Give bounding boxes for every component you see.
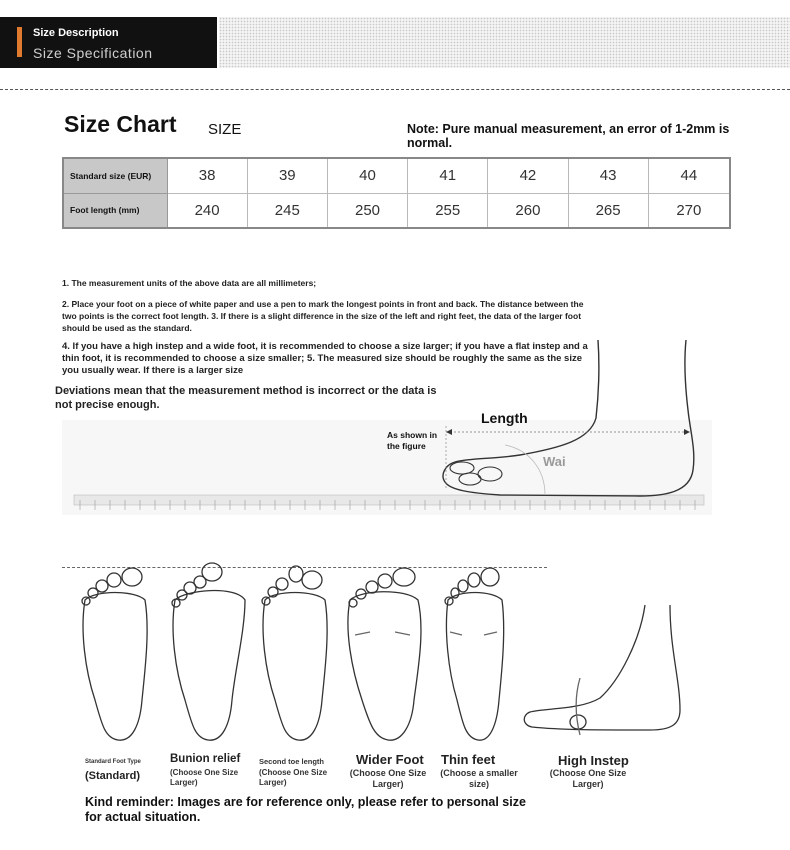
foot-type-sub: (Choose One Size Larger)	[170, 768, 239, 787]
header-title: Size Description	[33, 27, 119, 39]
header-divider	[0, 89, 790, 90]
table-cell: 38	[167, 158, 247, 193]
instruction-3: 4. If you have a high instep and a wide foot, it is recommended to choose a size larger; if you have a flat instep and a thin foot, it is recommended to choose a size smaller; 5. The measured size should be roughly the same as the size you usually wear. If there is a larger size	[62, 341, 588, 376]
foot-type-name: Bunion relief	[170, 753, 241, 765]
row-header-foot-length: Foot length (mm)	[63, 193, 167, 228]
foot-type-sub: (Choose One Size Larger)	[259, 768, 328, 787]
wide-foot-icon	[348, 568, 421, 740]
table-row	[63, 193, 730, 228]
instruction-1: 1. The measurement units of the above data are all millimeters;	[62, 278, 317, 288]
header-accent-bar	[17, 27, 22, 57]
table-cell: 250	[327, 193, 407, 228]
table-cell: 270	[648, 193, 730, 228]
size-table	[62, 157, 731, 229]
kind-reminder: Kind reminder: Images are for reference only, please refer to personal size for actual situation.	[85, 795, 526, 824]
table-cell: 40	[327, 158, 407, 193]
header-subtitle: Size Specification	[33, 45, 153, 61]
foot-type-name: High Instep	[558, 753, 629, 768]
table-row	[63, 158, 730, 193]
foot-type-name: Thin feet	[441, 752, 496, 767]
foot-type-name: Wider Foot	[356, 752, 424, 767]
width-label: Wai	[543, 454, 566, 469]
foot-type-sub: (Standard)	[85, 770, 140, 782]
high-instep-foot-icon	[524, 605, 680, 735]
table-cell: 43	[568, 158, 648, 193]
foot-type-sub: (Choose One Size Larger)	[349, 768, 427, 789]
standard-foot-icon	[82, 568, 147, 740]
thin-foot-icon	[445, 568, 504, 740]
header-banner	[0, 17, 217, 68]
row-header-standard-size: Standard size (EUR)	[63, 158, 167, 193]
foot-type-sub: (Choose One Size Larger)	[549, 768, 627, 789]
measurement-note: Note: Pure manual measurement, an error of 1-2mm is normal.	[407, 122, 730, 150]
size-chart-title: Size Chart	[64, 111, 177, 137]
table-cell: 39	[247, 158, 327, 193]
length-label: Length	[481, 410, 528, 426]
instruction-2: 2. Place your foot on a piece of white paper and use a pen to mark the longest points in front and back. The distance between the two points is the correct foot length. 3. If there is a slight difference in the size of the left and right feet, the data of the larger foot should be used as the standard.	[62, 299, 584, 333]
second-toe-foot-icon	[262, 566, 327, 740]
bunion-foot-icon	[172, 563, 245, 740]
table-cell: 245	[247, 193, 327, 228]
table-cell: 240	[167, 193, 247, 228]
foot-types-illustration	[60, 560, 740, 760]
table-cell: 44	[648, 158, 730, 193]
size-label: SIZE	[208, 121, 242, 138]
table-cell: 265	[568, 193, 648, 228]
foot-type-name: Second toe length	[259, 757, 325, 766]
table-cell: 260	[488, 193, 568, 228]
table-cell: 41	[408, 158, 488, 193]
ruler-icon	[74, 495, 704, 505]
header-dot-pattern	[219, 17, 790, 68]
shown-in-figure-label: As shown in the figure	[387, 430, 438, 451]
foot-type-name: Standard Foot Type	[85, 759, 141, 765]
table-cell: 255	[408, 193, 488, 228]
foot-type-sub: (Choose a smaller size)	[440, 768, 518, 789]
table-cell: 42	[488, 158, 568, 193]
instruction-4: Deviations mean that the measurement method is incorrect or the data is not precise enough.	[55, 385, 437, 411]
